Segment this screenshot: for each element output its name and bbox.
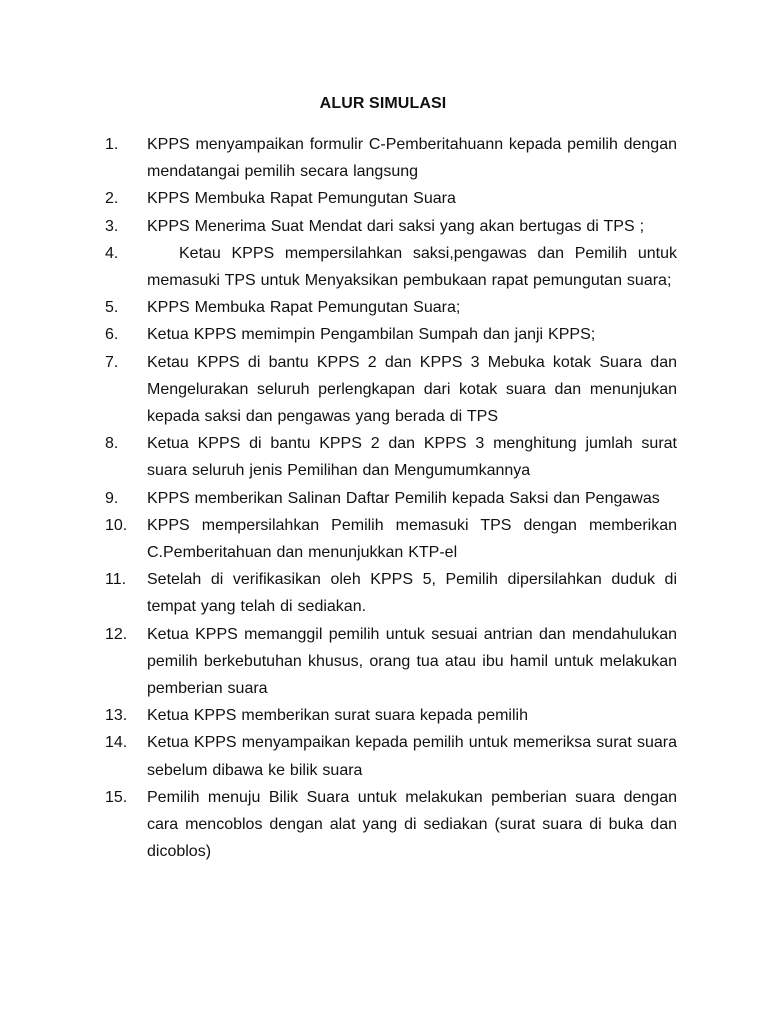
item-number: 2. [105, 190, 119, 208]
item-number: 11. [105, 571, 127, 589]
document-title-text: ALUR SIMULASI [319, 95, 447, 112]
list-item [105, 349, 677, 431]
item-text: Ketua KPPS memberikan surat suara kepada pemilih [147, 707, 528, 725]
item-number: 13. [105, 707, 128, 725]
document-title [0, 93, 768, 115]
item-number: 8. [105, 435, 119, 453]
item-text: Ketua KPPS di bantu KPPS 2 dan KPPS 3 menghitung jumlah surat suara seluruh jenis Pemilihan dan Mengumumkannya [147, 435, 677, 480]
item-number: 3. [105, 217, 119, 235]
list-item [105, 240, 682, 294]
list-item [105, 784, 677, 866]
item-number: 4. [105, 244, 119, 262]
item-text: Pemilih menuju Bilik Suara untuk melakukan pemberian suara dengan cara mencoblos dengan alat yang di sediakan (surat suara di buka dan dicoblos) [147, 788, 677, 861]
item-number: 6. [105, 326, 119, 344]
item-text: KPPS menyampaikan formulir C-Pemberitahuann kepada pemilih dengan mendatangai pemilih secara langsung [147, 136, 677, 181]
item-text: KPPS Membuka Rapat Pemungutan Suara [147, 190, 456, 208]
list-item [105, 621, 677, 703]
item-text: Ketua KPPS memimpin Pengambilan Sumpah dan janji KPPS; [147, 326, 596, 344]
item-number: 7. [105, 353, 119, 371]
item-text: Ketua KPPS menyampaikan kepada pemilih untuk memeriksa surat suara sebelum dibawa ke bilik suara [147, 734, 677, 779]
steps-list [105, 131, 682, 865]
item-text: Ketua KPPS memanggil pemilih untuk sesuai antrian dan mendahulukan pemilih berkebutuhan khusus, orang tua atau ibu hamil untuk melakukan pemberian suara [147, 625, 677, 698]
list-item [105, 294, 677, 321]
item-text: Ketau KPPS mempersilahkan saksi,pengawas dan Pemilih untuk memasuki TPS untuk Menyaksikan pembukaan rapat pemungutan suara; [147, 244, 682, 290]
list-item [105, 185, 677, 212]
list-item [105, 702, 677, 729]
item-text: KPPS mempersilahkan Pemilih memasuki TPS dengan memberikan C.Pemberitahuan dan menunjukkan KTP-el [147, 516, 677, 562]
item-text: Setelah di verifikasikan oleh KPPS 5, Pemilih dipersilahkan duduk di tempat yang telah di sediakan. [147, 571, 677, 616]
list-item [105, 729, 677, 783]
list-item [105, 485, 677, 512]
item-number: 15. [105, 788, 128, 806]
item-number: 9. [105, 489, 119, 507]
item-number: 14. [105, 734, 128, 752]
item-text: KPPS memberikan Salinan Daftar Pemilih kepada Saksi dan Pengawas [147, 489, 660, 507]
item-number: 5. [105, 299, 119, 317]
item-text: KPPS Membuka Rapat Pemungutan Suara; [147, 299, 461, 317]
item-number: 10. [105, 516, 128, 534]
list-item [105, 321, 677, 348]
item-number: 12. [105, 625, 128, 643]
list-item [105, 566, 677, 620]
item-text: Ketau KPPS di bantu KPPS 2 dan KPPS 3 Mebuka kotak Suara dan Mengelurakan seluruh perlengkapan dari kotak suara dan menunjukan kepada saksi dan pengawas yang berada di TPS [147, 353, 677, 426]
item-number: 1. [105, 136, 119, 153]
item-text: KPPS Menerima Suat Mendat dari saksi yang akan bertugas di TPS ; [147, 217, 645, 235]
list-item [105, 213, 677, 240]
list-item [105, 430, 677, 484]
list-item [105, 131, 677, 185]
list-item [105, 512, 677, 566]
